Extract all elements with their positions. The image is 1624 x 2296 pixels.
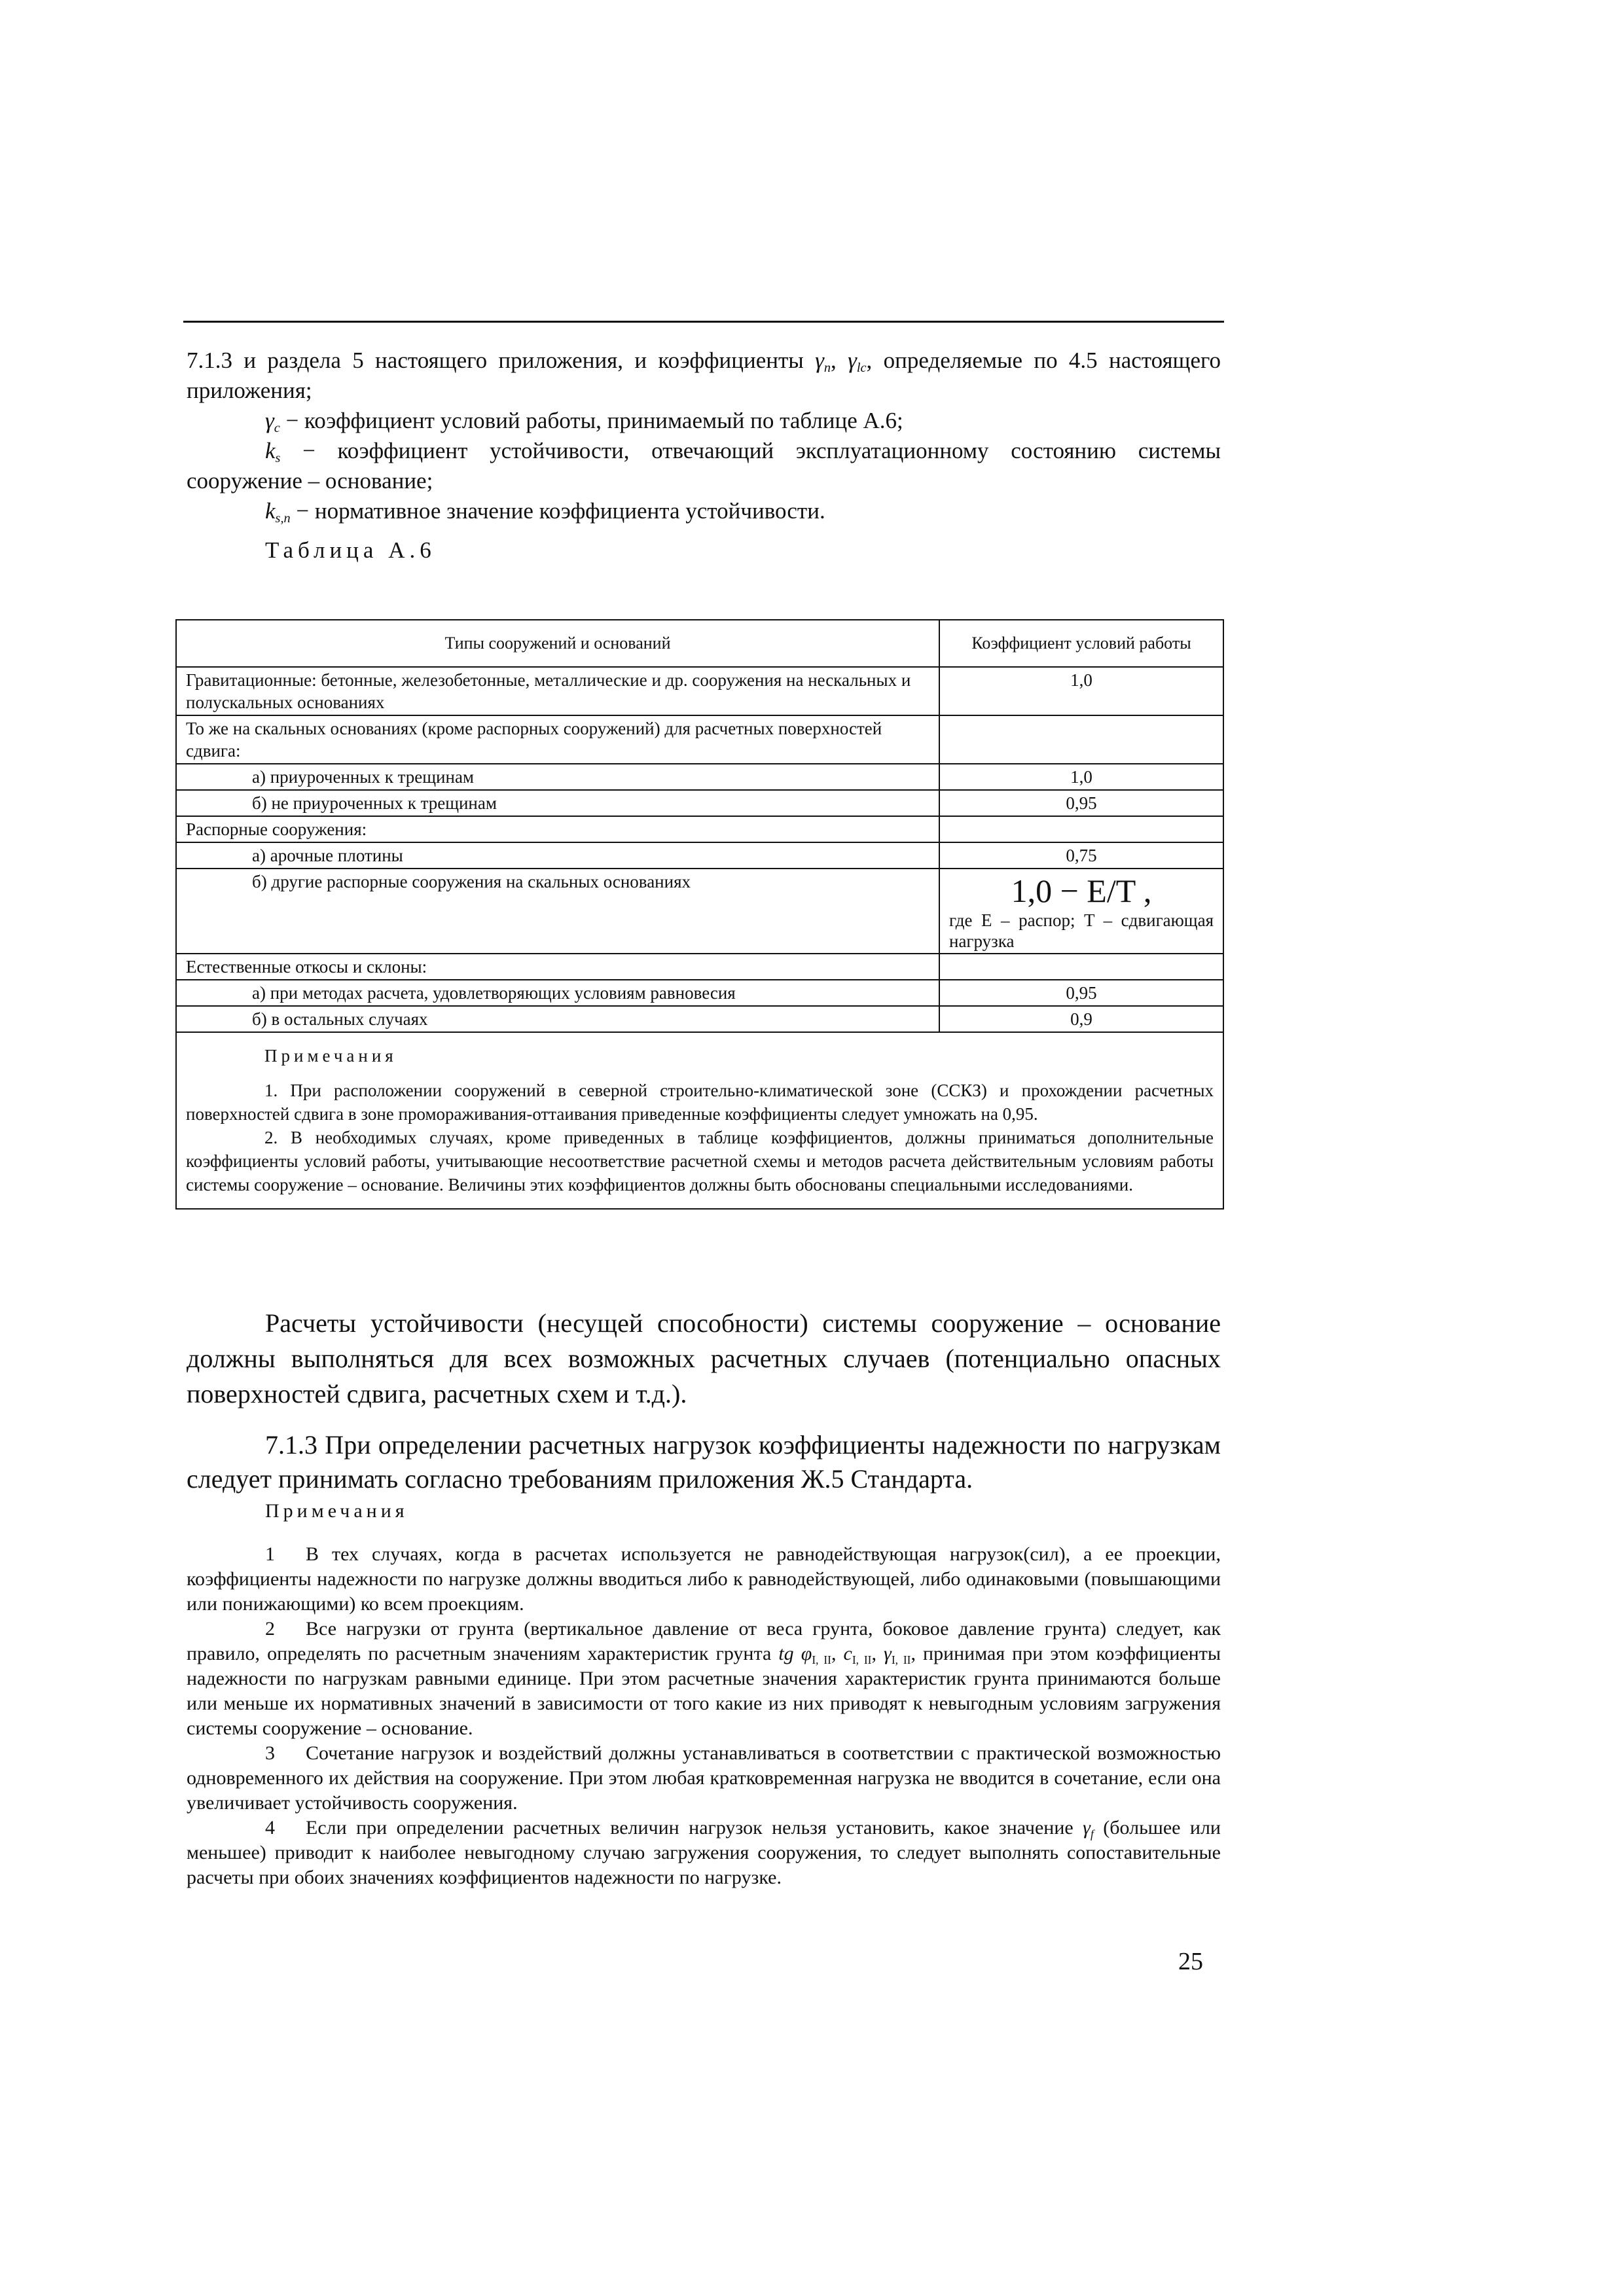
- gamma-lc-symbol: γ: [848, 348, 857, 373]
- intro-text-part: 7.1.3 и раздела 5 настоящего приложения, и коэффициенты: [187, 348, 816, 373]
- row-label: Гравитационные: бетонные, железобетонные, металлические и др. сооружения на нескальных и полускальных основаниях: [176, 667, 939, 715]
- row-value: 0,95: [939, 790, 1223, 816]
- ksn-symbol: k: [265, 498, 276, 524]
- stability-paragraph: [187, 1306, 1221, 1412]
- table-header-row: [176, 620, 1223, 667]
- formula: 1,0 − E/T ,: [1011, 872, 1152, 909]
- paragraph-text: 7.1.3 При определении расчетных нагрузок коэффициенты надежности по нагрузкам следует принимать согласно требованиям приложения Ж.5 Стандарта.: [187, 1430, 1221, 1494]
- gamma-f-symbol: γ: [1083, 1817, 1091, 1839]
- tg-phi-symbol: tg φ: [778, 1643, 812, 1664]
- note-item: [187, 1816, 1221, 1890]
- header-coefficient: Коэффициент условий работы: [939, 620, 1223, 667]
- subscript: n: [823, 361, 831, 375]
- row-value-formula: [939, 869, 1223, 954]
- row-value: [939, 715, 1223, 764]
- note-text: Если при определении расчетных величин нагрузок нельзя установить, какое значение: [306, 1817, 1083, 1839]
- subscript: lc: [856, 361, 867, 375]
- note-text: (большее или меньшее) приводит к наиболее невыгодному случаю загружения сооружения, то следует выполнять сопоставительные расчеты при обоих значениях коэффициентов надежности по нагрузке.: [187, 1817, 1221, 1888]
- note-text: Сочетание нагрузок и воздействий должны устанавливаться в соответствии с практической возможностью одновременного их действия на сооружение. При этом любая кратковременная нагрузка не вводится в сочетание, если она увеличивает устойчивость сооружения.: [187, 1742, 1221, 1814]
- table-row: [176, 869, 1223, 954]
- row-value: 0,75: [939, 842, 1223, 869]
- table-row: [176, 1006, 1223, 1032]
- note-number: 3: [265, 1742, 275, 1764]
- c-symbol: c: [843, 1643, 852, 1664]
- table-row: [176, 954, 1223, 980]
- definition-text: − коэффициент условий работы, принимаемый по таблице А.6;: [280, 408, 903, 433]
- row-value: 0,95: [939, 980, 1223, 1006]
- row-label: Распорные сооружения:: [176, 816, 939, 842]
- row-label: Естественные откосы и склоны:: [176, 954, 939, 980]
- note-item: [187, 1741, 1221, 1816]
- table-caption: Таблица А.6: [265, 537, 436, 563]
- header-types: Типы сооружений и оснований: [176, 620, 939, 667]
- table-notes: [176, 1032, 1223, 1209]
- table-a6: [175, 619, 1223, 1210]
- row-label: б) в остальных случаях: [176, 1006, 939, 1032]
- def-gamma-c: [187, 406, 1221, 436]
- gamma-n-symbol: γ: [815, 348, 824, 373]
- table-row: [176, 764, 1223, 790]
- table-row: [176, 842, 1223, 869]
- table-row: [176, 816, 1223, 842]
- note-item: [187, 1542, 1221, 1617]
- top-rule: [183, 321, 1224, 323]
- row-label: То же на скальных основаниях (кроме распорных сооружений) для расчетных поверхностей сдвига:: [176, 715, 939, 764]
- row-value: 1,0: [939, 667, 1223, 715]
- subscript: I, II: [852, 1653, 872, 1666]
- row-label: а) арочные плотины: [176, 842, 939, 869]
- row-label: а) приуроченных к трещинам: [176, 764, 939, 790]
- subscript: s: [275, 451, 281, 465]
- subscript: s,n: [275, 511, 291, 526]
- notes-title: Примечания: [265, 1500, 408, 1522]
- note-text: Все нагрузки от грунта (вертикальное давление от веса грунта, боковое давление грунта) следует, как правило, определять по расчетным значениям характеристик грунта: [187, 1618, 1221, 1664]
- subscript: I, II: [812, 1653, 831, 1666]
- table-notes-row: [176, 1032, 1223, 1209]
- note-item: 2 Все нагрузки от грунта (вертикальное давление от веса грунта, боковое давление грунта) следует, как правило, определять по расчетным значениям характеристик грунта tg $\varphi_{I, II}$, $c_{I, II}$, $\gamma_{I, II}$, принимая при этом коэффициенты надежности по нагрузкам равными единице. При этом расчетные значения характеристик грунта принимаются больше или меньше их нормативных значений в зависимости от того какие из них приводят к невыгодным условиям загружения системы сооружение – основание.: [187, 1618, 1221, 1739]
- note-number: 1: [265, 1543, 275, 1565]
- gamma-c-symbol: γ: [265, 408, 274, 433]
- intro-text: [187, 346, 1221, 565]
- row-label: а) при методах расчета, удовлетворяющих условиям равновесия: [176, 980, 939, 1006]
- subscript: I, II: [891, 1653, 911, 1666]
- subscript: c: [274, 421, 280, 435]
- row-value: 0,9: [939, 1006, 1223, 1032]
- note-number: 2: [265, 1618, 275, 1640]
- note-text: , принимая при этом коэффициенты надежности по нагрузкам равными единице. При этом расчетные значения характеристик грунта принимаются больше или меньше их нормативных значений в зависимости от того какие из них приводят к невыгодным условиям загружения системы сооружение – основание.: [187, 1643, 1221, 1739]
- formula-note: где E – распор; T – сдвигающая нагрузка: [949, 910, 1214, 951]
- coefficients-table: [175, 619, 1224, 1210]
- subscript: f: [1090, 1827, 1094, 1840]
- note-number: 4: [265, 1817, 275, 1839]
- table-row: [176, 715, 1223, 764]
- row-label: б) другие распорные сооружения на скальных основаниях: [176, 869, 939, 954]
- intro-paragraph: [187, 346, 1221, 406]
- row-value: [939, 816, 1223, 842]
- definition-text: − нормативное значение коэффициента устойчивости.: [290, 498, 825, 524]
- row-label: б) не приуроченных к трещинам: [176, 790, 939, 816]
- gamma-symbol: γ: [884, 1643, 892, 1664]
- note-item: 2. В необходимых случаях, кроме приведенных в таблице коэффициентов, должны приниматься дополнительные коэффициенты условий работы, учитывающие несоответствие расчетной схемы и методов расчета действительным условиям работы системы сооружение – основание. Величины этих коэффициентов должны быть обоснованы специальными исследованиями.: [186, 1128, 1214, 1194]
- def-ks: [187, 436, 1221, 496]
- paragraph-text: Расчеты устойчивости (несущей способности) системы сооружение – основание должны выполняться для всех возможных расчетных случаев (потенциально опасных поверхностей сдвига, расчетных схем и т.д.).: [187, 1308, 1221, 1408]
- intro-text-part: , определяемые по 4.5 настоящего приложения;: [187, 348, 1221, 403]
- page-number: 25: [1178, 1948, 1203, 1975]
- definition-text: − коэффициент устойчивости, отвечающий эксплуатационному состоянию системы сооружение – основание;: [187, 438, 1221, 493]
- note-text: В тех случаях, когда в расчетах используется не равнодействующая нагрузок(сил), а ее проекции, коэффициенты надежности по нагрузке должны вводиться либо к равнодействующей, либо одинаковыми (повышающими или понижающими) ко всем проекциям.: [187, 1543, 1221, 1615]
- table-row: [176, 980, 1223, 1006]
- section-7-1-3: [187, 1428, 1221, 1496]
- row-value: [939, 954, 1223, 980]
- table-row: [176, 790, 1223, 816]
- row-value: 1,0: [939, 764, 1223, 790]
- notes-title: Примечания: [264, 1046, 397, 1066]
- note-item: 1. При расположении сооружений в северной строительно-климатической зоне (ССКЗ) и прохождении расчетных поверхностей сдвига в зоне промораживания-оттаивания приведенные коэффициенты следует умножать на 0,95.: [186, 1081, 1214, 1124]
- table-row: [176, 667, 1223, 715]
- comma: ,: [831, 348, 848, 373]
- ks-symbol: k: [265, 438, 276, 463]
- section-notes: [187, 1499, 1221, 1890]
- def-ksn: [187, 496, 1221, 526]
